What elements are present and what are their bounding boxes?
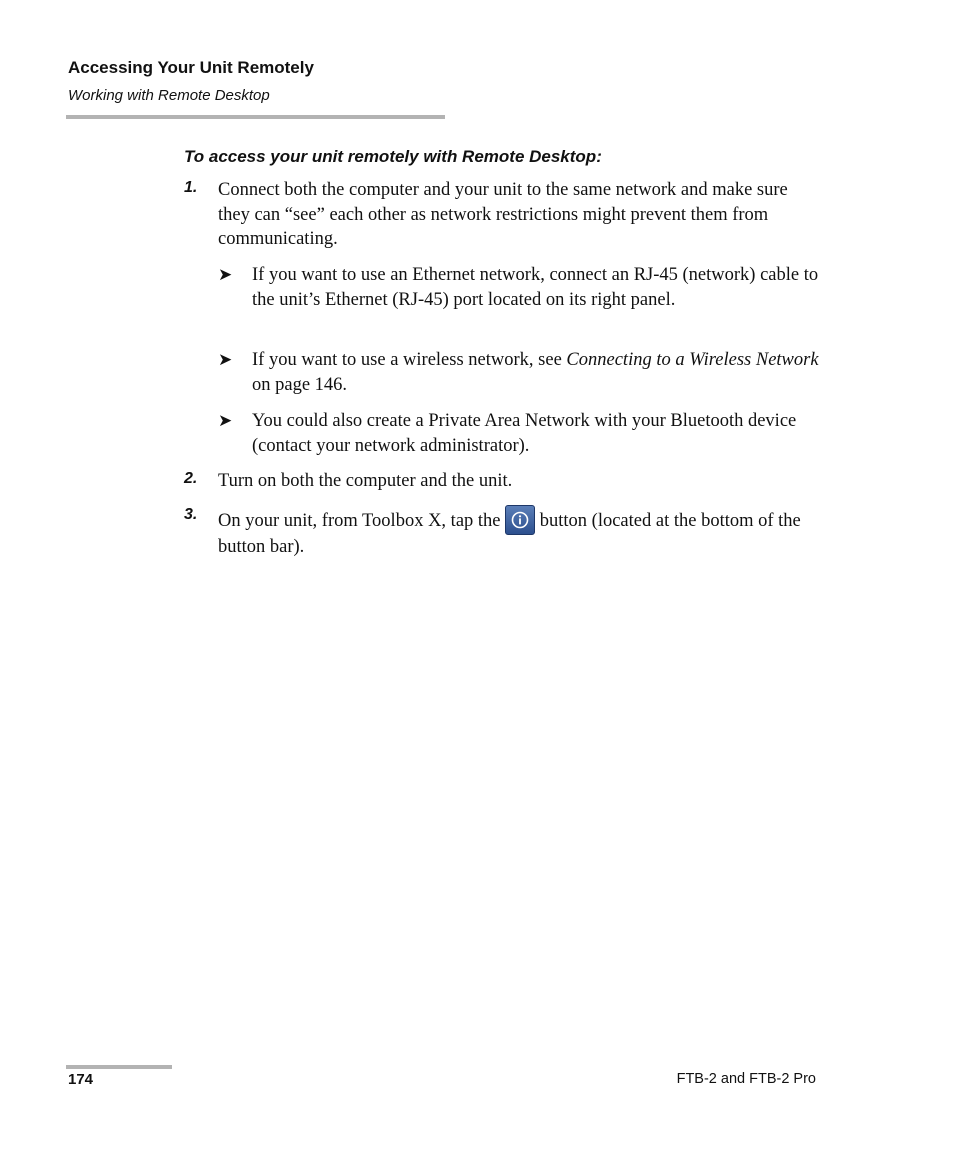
step-number: 1. [184, 179, 198, 196]
info-button-icon [505, 505, 535, 535]
step-text [218, 505, 818, 560]
bullet-text: If you want to use an Ethernet network, connect an RJ-45 (network) cable to the unit’s Ethernet (RJ-45) port located on its right panel. [252, 265, 819, 310]
cross-reference-link[interactable]: Connecting to a Wireless Network [566, 350, 819, 370]
step-text: Turn on both the computer and the unit. [218, 471, 513, 491]
step-number: 2. [184, 470, 198, 487]
footer-rule [66, 1065, 172, 1069]
arrow-bullet-icon: ➤ [218, 265, 233, 284]
bullet-text-end: on page 146. [252, 374, 348, 395]
arrow-bullet-icon: ➤ [218, 411, 233, 430]
bullet-text: You could also create a Private Area Network with your Bluetooth device (contact your network administrator). [252, 411, 797, 456]
procedure-title: To access your unit remotely with Remote Desktop: [184, 147, 602, 166]
bullet-text-start: If you want to use a wireless network, see [252, 350, 567, 370]
step-text-end: button (located at the bottom of the button bar). [218, 511, 801, 557]
page-number: 174 [68, 1071, 94, 1088]
step-number: 3. [184, 506, 198, 523]
product-name: FTB-2 and FTB-2 Pro [676, 1071, 816, 1087]
header-rule [66, 115, 445, 119]
arrow-bullet-icon: ➤ [218, 350, 233, 369]
step-text: Connect both the computer and your unit to the same network and make sure they can “see” each other as network restrictions might prevent them from communicating. [218, 180, 788, 249]
section-subtitle: Working with Remote Desktop [68, 87, 270, 104]
step-text-start: On your unit, from Toolbox X, tap the [218, 511, 506, 531]
bullet-text [252, 348, 822, 397]
section-title: Accessing Your Unit Remotely [68, 58, 314, 77]
